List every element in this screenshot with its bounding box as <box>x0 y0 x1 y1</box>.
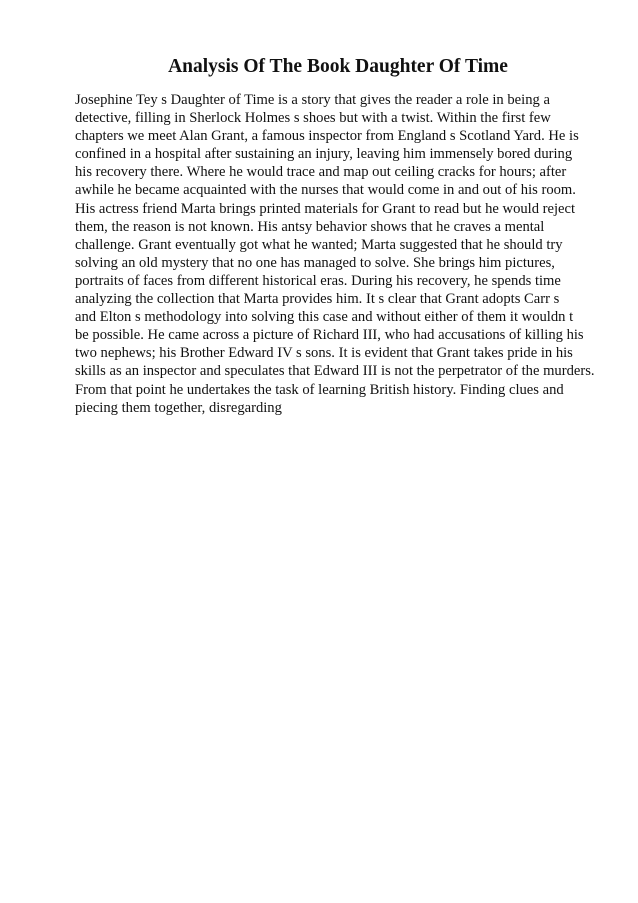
body-line: confined in a hospital after sustaining an injury, leaving him immensely bored during <box>75 146 573 163</box>
body-line: solving an old mystery that no one has managed to solve. She brings him pictures, <box>75 254 555 271</box>
body-line: skills as an inspector and speculates that Edward III is not the perpetrator of the murders. <box>75 363 595 380</box>
body-line: analyzing the collection that Marta provides him. It s clear that Grant adopts Carr s <box>75 291 560 308</box>
body-line: Josephine Tey s Daughter of Time is a story that gives the reader a role in being a <box>75 92 550 108</box>
body-line: awhile he became acquainted with the nurses that would come in and out of his room. <box>75 182 576 199</box>
body-line: be possible. He came across a picture of Richard III, who had accusations of killing his <box>75 327 584 344</box>
body-line: challenge. Grant eventually got what he wanted; Marta suggested that he should try <box>75 236 563 253</box>
body-line: chapters we meet Alan Grant, a famous inspector from England s Scotland Yard. He is <box>75 128 579 145</box>
body-line: His actress friend Marta brings printed materials for Grant to read but he would reject <box>75 200 576 217</box>
document-body <box>75 91 615 417</box>
body-line: and Elton s methodology into solving this case and without either of them it wouldn t <box>75 309 574 326</box>
body-line: portraits of faces from different historical eras. During his recovery, he spends time <box>75 272 561 289</box>
body-line: detective, filling in Sherlock Holmes s shoes but with a twist. Within the first few <box>75 110 551 127</box>
body-line: piecing them together, disregarding <box>75 399 282 416</box>
document-title: Analysis Of The Book Daughter Of Time <box>168 56 508 77</box>
body-line: his recovery there. Where he would trace and map out ceiling cracks for hours; after <box>75 164 567 181</box>
body-line: two nephews; his Brother Edward IV s sons. It is evident that Grant takes pride in his <box>75 345 573 362</box>
body-line: them, the reason is not known. His antsy behavior shows that he craves a mental <box>75 218 545 235</box>
body-line: From that point he undertakes the task of learning British history. Finding clues and <box>75 381 564 398</box>
